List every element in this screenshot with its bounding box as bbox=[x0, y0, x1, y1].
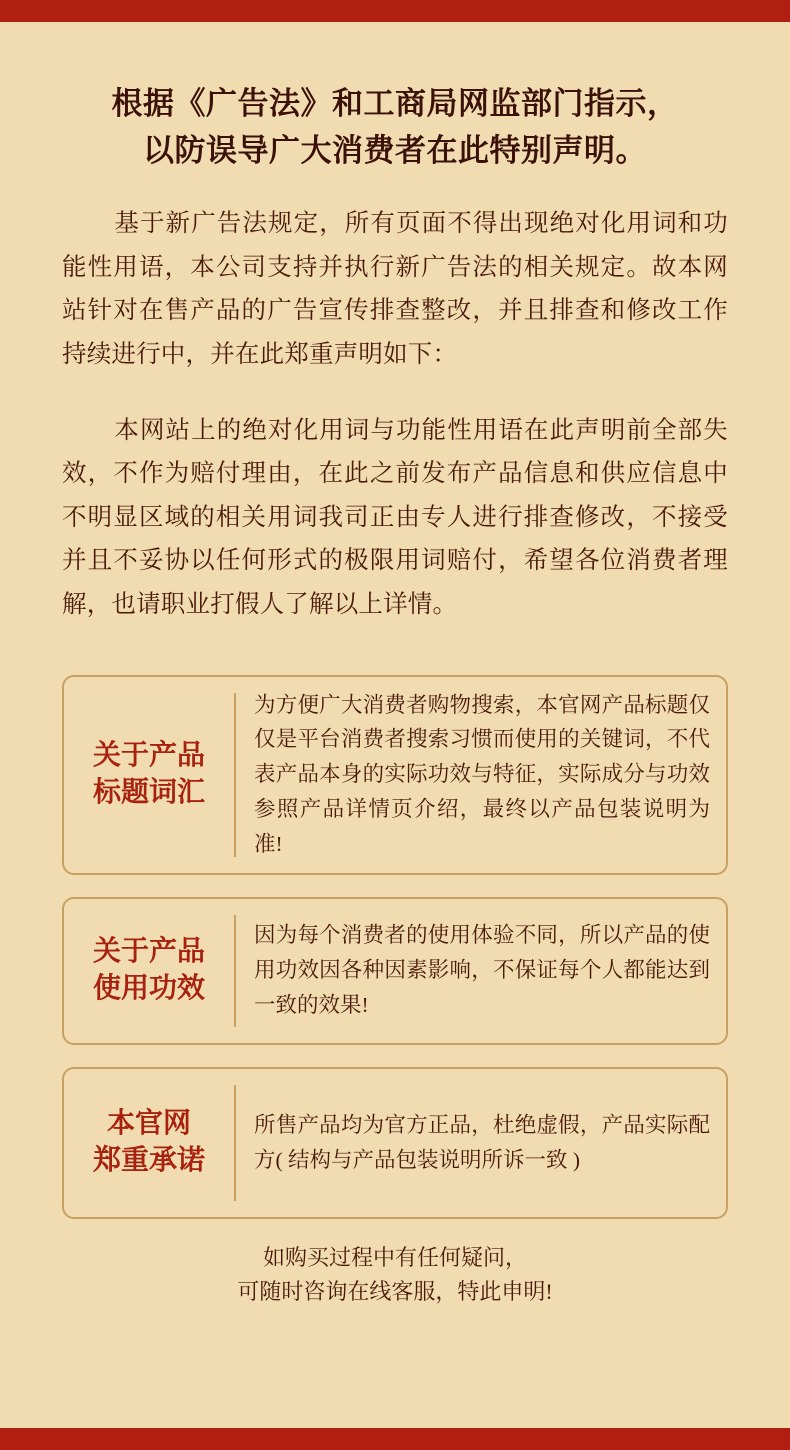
notice-card bbox=[62, 1067, 728, 1219]
footer-note bbox=[62, 1241, 728, 1309]
footer-note-line-2: 可随时咨询在线客服，特此申明! bbox=[237, 1278, 553, 1304]
statement-paragraph-2-text: 本网站上的绝对化用词与功能性用语在此声明前全部失效，不作为赔付理由，在此之前发布产品信息和供应信息中不明显区域的相关用词我司正由专人进行排查修改，不接受并且不妥协以任何形式的极限用词赔付，希望各位消费者理解，也请职业打假人了解以上详情。 bbox=[62, 416, 728, 619]
footer-note-line-1: 如购买过程中有任何疑问， bbox=[262, 1244, 527, 1270]
notice-card-label-line-1: 关于产品 bbox=[92, 935, 205, 967]
notice-card bbox=[62, 675, 728, 875]
statement-paragraph-1 bbox=[62, 202, 728, 376]
page-title bbox=[62, 22, 728, 174]
notice-card-text: 因为每个消费者的使用体验不同，所以产品的使用功效因各种因素影响，不保证每个人都能达到一致的效果! bbox=[254, 923, 710, 1018]
notice-card-label-line-2: 使用功效 bbox=[92, 972, 205, 1004]
notice-card-label bbox=[64, 677, 234, 873]
notice-card bbox=[62, 897, 728, 1045]
notice-card-list bbox=[62, 675, 728, 1219]
top-accent-bar bbox=[0, 0, 790, 22]
notice-card-text: 为方便广大消费者购物搜索，本官网产品标题仅仅是平台消费者搜索习惯而使用的关键词，不代表产品本身的实际功效与特征，实际成分与功效参照产品详情页介绍，最终以产品包装说明为准! bbox=[254, 692, 710, 856]
page-title-line-2: 以防误导广大消费者在此特别声明。 bbox=[143, 133, 647, 169]
statement-paragraph-2 bbox=[62, 409, 728, 627]
notice-card-label-line-2: 郑重承诺 bbox=[92, 1144, 205, 1176]
notice-card-label-line-1: 关于产品 bbox=[92, 739, 205, 771]
notice-card-label bbox=[64, 1069, 234, 1217]
page-title-line-1: 根据《广告法》和工商局网监部门指示， bbox=[111, 86, 679, 121]
statement-paragraph-1-text: 基于新广告法规定，所有页面不得出现绝对化用词和功能性用语，本公司支持并执行新广告法的相关规定。故本网站针对在售产品的广告宣传排查整改，并且排查和修改工作持续进行中，并在此郑重声明如下： bbox=[62, 210, 728, 369]
notice-card-label-line-2: 标题词汇 bbox=[92, 776, 205, 808]
announcement-panel bbox=[0, 22, 790, 1428]
notice-card-text: 所售产品均为官方正品，杜绝虚假，产品实际配方( 结构与产品包装说明所诉一致 ) bbox=[254, 1112, 710, 1172]
bottom-accent-bar bbox=[0, 1428, 790, 1450]
notice-card-label-line-1: 本官网 bbox=[106, 1107, 191, 1139]
notice-card-label bbox=[64, 899, 234, 1043]
